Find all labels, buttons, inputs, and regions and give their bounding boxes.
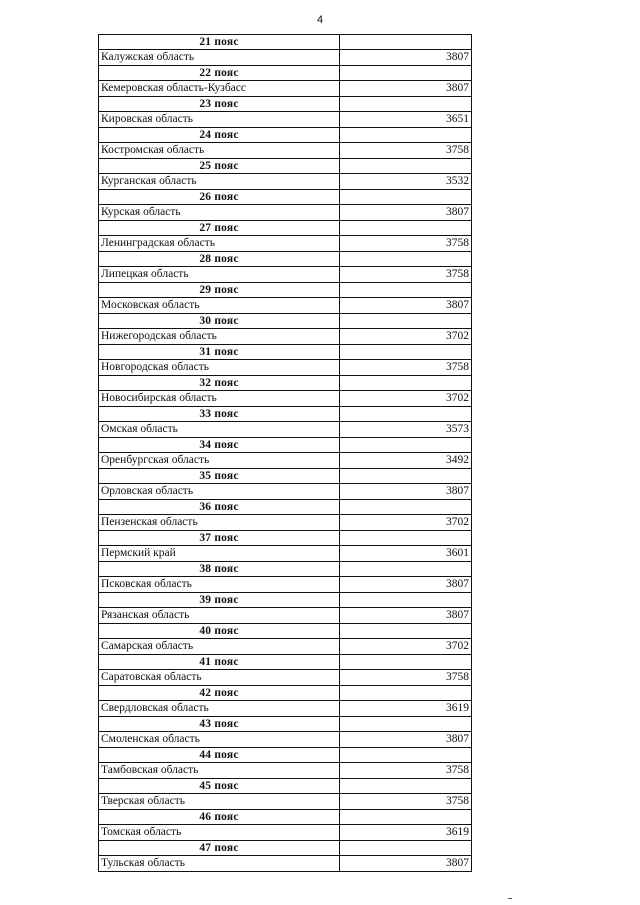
zone-header-row — [99, 624, 472, 639]
zone-header-row — [99, 407, 472, 422]
zone-title-empty-cell — [340, 345, 472, 360]
zone-title: 46 пояс — [99, 810, 340, 825]
region-value: 3651 — [340, 112, 472, 128]
zone-header-row — [99, 500, 472, 515]
region-name: Орловская область — [99, 484, 340, 500]
region-value: 3601 — [340, 546, 472, 562]
zone-header-row — [99, 66, 472, 81]
zone-title-empty-cell — [340, 252, 472, 267]
zone-title-empty-cell — [340, 190, 472, 205]
zone-header-row — [99, 35, 472, 50]
region-value: 3807 — [340, 608, 472, 624]
region-row — [99, 670, 472, 686]
region-name: Калужская область — [99, 50, 340, 66]
zone-title-empty-cell — [340, 686, 472, 701]
zone-header-row — [99, 159, 472, 174]
region-row — [99, 205, 472, 221]
zone-header-row — [99, 686, 472, 701]
zone-header-row — [99, 190, 472, 205]
zone-title-empty-cell — [340, 531, 472, 546]
zone-title-empty-cell — [340, 314, 472, 329]
region-value: 3619 — [340, 825, 472, 841]
region-row — [99, 856, 472, 872]
region-value: 3807 — [340, 205, 472, 221]
region-value: 3807 — [340, 732, 472, 748]
region-row — [99, 639, 472, 655]
zone-title: 33 пояс — [99, 407, 340, 422]
region-row — [99, 236, 472, 252]
zone-title: 30 пояс — [99, 314, 340, 329]
zone-title-empty-cell — [340, 562, 472, 577]
region-row — [99, 329, 472, 345]
zone-header-row — [99, 593, 472, 608]
zone-title-empty-cell — [340, 221, 472, 236]
region-row — [99, 701, 472, 717]
region-name: Новосибирская область — [99, 391, 340, 407]
zone-title: 41 пояс — [99, 655, 340, 670]
zone-header-row — [99, 128, 472, 143]
zone-title: 39 пояс — [99, 593, 340, 608]
zone-header-row — [99, 717, 472, 732]
region-value: 3758 — [340, 236, 472, 252]
region-row — [99, 298, 472, 314]
zone-title-empty-cell — [340, 841, 472, 856]
zone-title-empty-cell — [340, 128, 472, 143]
region-row — [99, 143, 472, 159]
zone-title: 47 пояс — [99, 841, 340, 856]
zone-header-row — [99, 841, 472, 856]
region-value: 3807 — [340, 856, 472, 872]
region-name: Курганская область — [99, 174, 340, 190]
region-value: 3807 — [340, 484, 472, 500]
zone-title-empty-cell — [340, 748, 472, 763]
zone-title: 25 пояс — [99, 159, 340, 174]
region-name: Пензенская область — [99, 515, 340, 531]
region-value: 3807 — [340, 298, 472, 314]
zone-header-row — [99, 221, 472, 236]
region-value: 3758 — [340, 143, 472, 159]
region-name: Нижегородская область — [99, 329, 340, 345]
region-row — [99, 732, 472, 748]
region-row — [99, 267, 472, 283]
zone-title: 36 пояс — [99, 500, 340, 515]
page-number: 4 — [316, 14, 324, 26]
region-name: Московская область — [99, 298, 340, 314]
zone-header-row — [99, 531, 472, 546]
zone-title-empty-cell — [340, 283, 472, 298]
zone-title: 31 пояс — [99, 345, 340, 360]
zone-title-empty-cell — [340, 469, 472, 484]
zone-header-row — [99, 655, 472, 670]
region-name: Тамбовская область — [99, 763, 340, 779]
region-row — [99, 360, 472, 376]
zone-header-row — [99, 779, 472, 794]
zone-header-row — [99, 97, 472, 112]
zone-header-row — [99, 376, 472, 391]
zone-header-row — [99, 748, 472, 763]
region-value: 3702 — [340, 391, 472, 407]
region-row — [99, 794, 472, 810]
region-name: Псковская область — [99, 577, 340, 593]
region-name: Саратовская область — [99, 670, 340, 686]
region-value: 3619 — [340, 701, 472, 717]
region-name: Рязанская область — [99, 608, 340, 624]
region-value: 3758 — [340, 794, 472, 810]
region-value: 3702 — [340, 329, 472, 345]
zone-title-empty-cell — [340, 376, 472, 391]
zone-title-empty-cell — [340, 97, 472, 112]
zone-header-row — [99, 438, 472, 453]
zone-title: 38 пояс — [99, 562, 340, 577]
zone-header-row — [99, 345, 472, 360]
zone-title-empty-cell — [340, 593, 472, 608]
zone-title: 32 пояс — [99, 376, 340, 391]
zone-title: 24 пояс — [99, 128, 340, 143]
region-row — [99, 422, 472, 438]
zone-title: 29 пояс — [99, 283, 340, 298]
region-name: Новгородская область — [99, 360, 340, 376]
zone-header-row — [99, 810, 472, 825]
zone-title-empty-cell — [340, 624, 472, 639]
region-name: Тверская область — [99, 794, 340, 810]
zone-title-empty-cell — [340, 779, 472, 794]
zone-title-empty-cell — [340, 717, 472, 732]
region-row — [99, 391, 472, 407]
region-value: 3807 — [340, 577, 472, 593]
region-row — [99, 546, 472, 562]
region-row — [99, 825, 472, 841]
region-name: Кировская область — [99, 112, 340, 128]
scan-mark — [508, 898, 512, 899]
zone-title-empty-cell — [340, 66, 472, 81]
zone-header-row — [99, 562, 472, 577]
region-name: Оренбургская область — [99, 453, 340, 469]
zone-title: 44 пояс — [99, 748, 340, 763]
region-name: Костромская область — [99, 143, 340, 159]
zone-title: 34 пояс — [99, 438, 340, 453]
region-name: Липецкая область — [99, 267, 340, 283]
region-name: Самарская область — [99, 639, 340, 655]
region-value: 3807 — [340, 81, 472, 97]
region-value: 3807 — [340, 50, 472, 66]
region-row — [99, 763, 472, 779]
zone-title: 21 пояс — [99, 35, 340, 50]
region-value: 3758 — [340, 267, 472, 283]
zone-title-empty-cell — [340, 500, 472, 515]
region-value: 3532 — [340, 174, 472, 190]
region-name: Омская область — [99, 422, 340, 438]
zone-title: 26 пояс — [99, 190, 340, 205]
region-value: 3702 — [340, 515, 472, 531]
region-name: Свердловская область — [99, 701, 340, 717]
region-value: 3702 — [340, 639, 472, 655]
zone-title: 45 пояс — [99, 779, 340, 794]
region-name: Смоленская область — [99, 732, 340, 748]
zone-title-empty-cell — [340, 438, 472, 453]
zone-table-body — [99, 35, 472, 872]
region-row — [99, 453, 472, 469]
zone-title: 42 пояс — [99, 686, 340, 701]
region-row — [99, 484, 472, 500]
zone-title-empty-cell — [340, 655, 472, 670]
zone-title: 28 пояс — [99, 252, 340, 267]
zone-title: 27 пояс — [99, 221, 340, 236]
zone-header-row — [99, 469, 472, 484]
region-name: Курская область — [99, 205, 340, 221]
region-value: 3758 — [340, 670, 472, 686]
region-value: 3758 — [340, 763, 472, 779]
zone-title-empty-cell — [340, 407, 472, 422]
zone-title-empty-cell — [340, 35, 472, 50]
zone-title: 40 пояс — [99, 624, 340, 639]
region-value: 3492 — [340, 453, 472, 469]
region-row — [99, 608, 472, 624]
zone-title-empty-cell — [340, 810, 472, 825]
zone-table — [98, 34, 472, 872]
region-name: Томская область — [99, 825, 340, 841]
region-name: Кемеровская область-Кузбасс — [99, 81, 340, 97]
zone-header-row — [99, 283, 472, 298]
zone-title: 43 пояс — [99, 717, 340, 732]
zone-header-row — [99, 252, 472, 267]
region-row — [99, 81, 472, 97]
region-row — [99, 577, 472, 593]
region-row — [99, 112, 472, 128]
zone-title: 37 пояс — [99, 531, 340, 546]
zone-header-row — [99, 314, 472, 329]
region-row — [99, 515, 472, 531]
region-name: Ленинградская область — [99, 236, 340, 252]
zone-title: 22 пояс — [99, 66, 340, 81]
zone-title-empty-cell — [340, 159, 472, 174]
region-value: 3758 — [340, 360, 472, 376]
zone-title: 35 пояс — [99, 469, 340, 484]
region-name: Пермский край — [99, 546, 340, 562]
region-name: Тульская область — [99, 856, 340, 872]
zone-title: 23 пояс — [99, 97, 340, 112]
region-value: 3573 — [340, 422, 472, 438]
region-row — [99, 50, 472, 66]
region-row — [99, 174, 472, 190]
